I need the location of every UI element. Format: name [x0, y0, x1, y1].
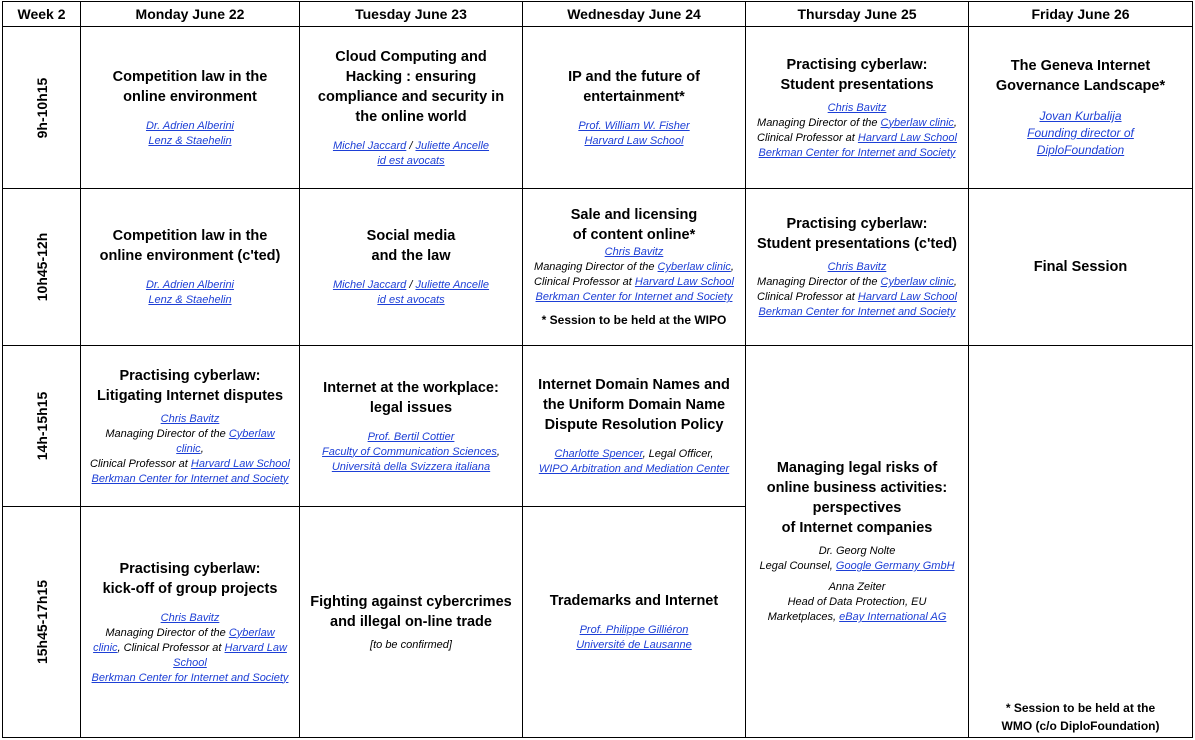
affiliation-link[interactable]: Harvard Law School: [584, 134, 684, 147]
session-title: Student presentations: [780, 76, 934, 93]
slot-label: 14h-15h15: [33, 391, 50, 461]
session-title: perspectives: [812, 500, 902, 516]
session-wed-1: [523, 27, 746, 189]
session-title: of Internet companies: [781, 520, 933, 536]
session-title: Competition law in the: [112, 68, 268, 85]
session-title: online business activities:: [766, 480, 948, 496]
session-tue-2: [300, 189, 523, 346]
session-thu-2: [746, 189, 969, 346]
affiliation-link[interactable]: Harvard Law School: [857, 291, 957, 303]
day-wednesday: Wednesday June 24: [523, 2, 746, 27]
session-thu-afternoon: [746, 346, 969, 738]
punct: ,: [953, 276, 957, 288]
affiliation-link[interactable]: Harvard Law School: [857, 131, 957, 144]
punct: ,: [200, 442, 204, 455]
session-tue-3: [300, 346, 523, 507]
session-title: compliance and security in: [317, 88, 505, 105]
session-title: of content online*: [572, 227, 696, 243]
slot-cell: [3, 189, 81, 346]
punct: ,: [953, 116, 957, 129]
speaker-role: Clinical Professor at: [534, 276, 635, 288]
row-slot-3: [3, 346, 1193, 507]
affiliation-link[interactable]: Harvard Law: [224, 641, 287, 654]
speaker-link[interactable]: Chris Bavitz: [160, 611, 220, 624]
session-title: IP and the future of: [568, 68, 700, 85]
session-title: Litigating Internet disputes: [96, 387, 284, 404]
affiliation-link[interactable]: Faculty of Communication Sciences: [322, 445, 497, 458]
slot-cell: [3, 507, 81, 738]
session-title: Trademarks and Internet: [549, 593, 719, 609]
affiliation-link[interactable]: WIPO Arbitration and Mediation Center: [538, 463, 730, 475]
session-title: kick-off of group projects: [102, 580, 278, 597]
session-title: online environment: [123, 88, 257, 105]
affiliation-link[interactable]: Founding director of: [1027, 126, 1134, 140]
day-friday: Friday June 26: [969, 2, 1193, 27]
speaker-role: Managing Director of the: [534, 261, 658, 273]
affiliation-link[interactable]: Université de Lausanne: [576, 639, 692, 651]
clinic-link[interactable]: Cyberlaw: [228, 427, 275, 440]
session-title: Cloud Computing and: [335, 48, 487, 65]
separator: /: [406, 279, 416, 291]
row-slot-2: [3, 189, 1193, 346]
company-link[interactable]: eBay International AG: [839, 611, 947, 623]
speaker-role: Managing Director of the: [105, 427, 229, 440]
speaker-role: Marketplaces,: [767, 611, 840, 623]
speaker-role: Clinical Professor at: [757, 131, 858, 144]
affiliation-link[interactable]: Berkman Center for Internet and Society: [758, 306, 956, 318]
session-title: Hacking : ensuring: [345, 68, 477, 85]
affiliation-link[interactable]: DiploFoundation: [1036, 143, 1125, 157]
session-title: entertainment*: [583, 88, 685, 105]
slot-cell: [3, 27, 81, 189]
speaker-role: Legal Counsel,: [759, 560, 836, 572]
punct: ,: [730, 261, 734, 273]
session-title: and illegal on-line trade: [330, 613, 492, 630]
session-wed-4: [523, 507, 746, 738]
speaker-link[interactable]: Chris Bavitz: [827, 261, 887, 273]
speaker-link[interactable]: Dr. Adrien Alberini: [145, 119, 235, 132]
day-thursday: Thursday June 25: [746, 2, 969, 27]
speaker-role: Managing Director of the: [757, 276, 881, 288]
week-label: Week 2: [3, 2, 81, 27]
speaker-role: Managing Director of the: [757, 116, 881, 129]
session-mon-1: [81, 27, 300, 189]
session-mon-2: [81, 189, 300, 346]
session-tue-4: [300, 507, 523, 738]
speaker-link[interactable]: Prof. Philippe Gilliéron: [579, 624, 689, 636]
affiliation-link[interactable]: id est avocats: [377, 294, 445, 306]
speaker-link[interactable]: Juliette Ancelle: [415, 139, 490, 152]
session-title: Social media: [366, 228, 456, 244]
session-title: Student presentations (c'ted): [756, 236, 958, 252]
speaker-name: Dr. Georg Nolte: [818, 545, 896, 557]
speaker-link[interactable]: Michel Jaccard: [332, 279, 407, 291]
clinic-link[interactable]: clinic: [176, 442, 201, 455]
row-slot-1: [3, 27, 1193, 189]
speaker-link[interactable]: Prof. William W. Fisher: [578, 119, 690, 132]
session-title: the online world: [355, 108, 467, 125]
clinic-link[interactable]: clinic: [93, 641, 118, 654]
slot-label: 15h45-17h15: [33, 579, 50, 665]
affiliation-link[interactable]: Lenz & Staehelin: [148, 294, 232, 306]
speaker-role: Managing Director of the: [105, 626, 229, 639]
schedule-table: [2, 1, 1193, 738]
speaker-role: Head of Data Protection, EU: [787, 596, 927, 608]
session-thu-1: [746, 27, 969, 189]
slot-cell: [3, 346, 81, 507]
session-title: Competition law in the: [112, 228, 268, 244]
session-title: and the law: [371, 248, 451, 264]
clinic-link[interactable]: Cyberlaw clinic: [880, 116, 954, 129]
clinic-link[interactable]: Cyberlaw: [228, 626, 275, 639]
speaker-link[interactable]: Charlotte Spencer: [554, 448, 643, 460]
session-title: legal issues: [369, 399, 453, 416]
session-note: * Session to be held at the WIPO: [541, 313, 727, 327]
session-mon-4: [81, 507, 300, 738]
speaker-role: Clinical Professor at: [757, 291, 858, 303]
affiliation-link[interactable]: Università della Svizzera italiana: [331, 460, 491, 473]
header-row: [3, 2, 1193, 27]
session-title: Dispute Resolution Policy: [544, 417, 724, 433]
session-tue-1: [300, 27, 523, 189]
speaker-link[interactable]: Chris Bavitz: [827, 101, 887, 114]
session-title: the Uniform Domain Name: [542, 397, 726, 413]
company-link[interactable]: Google Germany GmbH: [835, 560, 955, 572]
session-title: Sale and licensing: [570, 207, 698, 223]
affiliation-link[interactable]: Harvard Law School: [634, 276, 734, 288]
affiliation-link[interactable]: id est avocats: [377, 154, 445, 167]
day-monday: Monday June 22: [81, 2, 300, 27]
affiliation-link[interactable]: Berkman Center for Internet and Society: [91, 671, 289, 684]
session-title: Practising cyberlaw:: [119, 367, 261, 384]
session-fri-2: [969, 189, 1193, 346]
session-fri-1: [969, 27, 1193, 189]
session-wed-2: [523, 189, 746, 346]
separator: /: [406, 139, 416, 152]
speaker-link[interactable]: Michel Jaccard: [332, 139, 407, 152]
session-title: The Geneva Internet: [1010, 58, 1151, 74]
affiliation-link[interactable]: Harvard Law School: [190, 457, 290, 470]
session-wed-3: [523, 346, 746, 507]
affiliation-link[interactable]: Berkman Center for Internet and Society: [535, 291, 733, 303]
session-title: Final Session: [1033, 259, 1128, 275]
session-title: Practising cyberlaw:: [119, 560, 261, 577]
affiliation-link[interactable]: Lenz & Staehelin: [148, 134, 232, 147]
session-fri-afternoon: [969, 346, 1193, 738]
session-title: online environment (c'ted): [99, 248, 281, 264]
clinic-link[interactable]: Cyberlaw clinic: [657, 261, 731, 273]
speaker-role: , Legal Officer,: [642, 448, 714, 460]
speaker-role: , Clinical Professor at: [117, 641, 225, 654]
speaker-name: Anna Zeiter: [828, 581, 886, 593]
session-title: Internet at the workplace:: [323, 379, 499, 396]
affiliation-link[interactable]: School: [173, 656, 207, 669]
day-tuesday: Tuesday June 23: [300, 2, 523, 27]
speaker-link[interactable]: Juliette Ancelle: [415, 279, 490, 291]
speaker-link[interactable]: Jovan Kurbalija: [1039, 109, 1122, 123]
speaker-role: Clinical Professor at: [90, 457, 191, 470]
slot-label: 10h45-12h: [33, 232, 50, 302]
session-title: Internet Domain Names and: [538, 377, 730, 393]
speaker-link[interactable]: Chris Bavitz: [604, 246, 664, 258]
affiliation-link[interactable]: Berkman Center for Internet and Society: [758, 146, 956, 159]
speaker-link[interactable]: Chris Bavitz: [160, 412, 220, 425]
affiliation-link[interactable]: Berkman Center for Internet and Society: [91, 472, 289, 485]
tbc-note: [to be confirmed]: [370, 638, 452, 651]
session-title: Practising cyberlaw:: [786, 216, 928, 232]
slot-label: 9h-10h15: [33, 77, 50, 138]
session-title: Managing legal risks of: [776, 460, 938, 476]
session-note: WMO (c/o DiploFoundation): [1001, 719, 1160, 733]
session-mon-3: [81, 346, 300, 507]
session-title: Practising cyberlaw:: [786, 56, 928, 73]
session-title: Fighting against cybercrimes: [310, 593, 512, 610]
session-note: * Session to be held at the: [1005, 701, 1156, 715]
speaker-link[interactable]: Prof. Bertil Cottier: [367, 430, 455, 443]
session-title: Governance Landscape*: [995, 78, 1166, 94]
speaker-link[interactable]: Dr. Adrien Alberini: [145, 279, 235, 291]
punct: ,: [496, 445, 500, 458]
clinic-link[interactable]: Cyberlaw clinic: [880, 276, 954, 288]
